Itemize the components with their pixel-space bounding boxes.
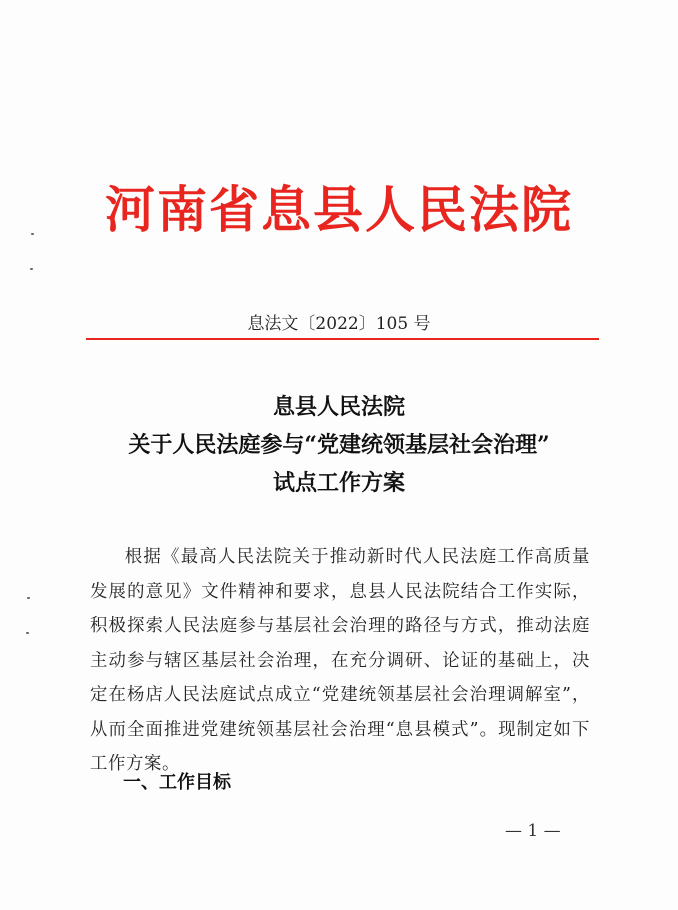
red-divider-line [86, 338, 599, 340]
document-title [0, 388, 678, 502]
scan-speck [26, 632, 29, 634]
section-heading: 一、工作目标 [123, 772, 231, 793]
body-paragraph: 根据《最高人民法院关于推动新时代人民法庭工作高质量发展的意见》文件精神和要求，息县人民法院结合工作实际，积极探索人民法庭参与基层社会治理的路径与方式，推动法庭主动参与辖区基层社会治理，在充分调研、论证的基础上，决定在杨店人民法庭试点成立“党建统领基层社会治理调解室”，从而全面推进党建统领基层社会治理“息县模式”。现制定如下工作方案。 [90, 547, 590, 774]
title-line-2: 关于人民法庭参与“党建统领基层社会治理” [128, 432, 550, 458]
document-number: 息法文〔2022〕105 号 [247, 314, 431, 334]
scan-speck [31, 233, 34, 235]
title-line-1: 息县人民法院 [272, 394, 405, 420]
scan-speck [27, 597, 30, 599]
page-number: — 1 — [505, 821, 561, 841]
issuer-header: 河南省息县人民法院 [105, 180, 573, 239]
title-line-3: 试点工作方案 [272, 470, 405, 496]
scan-speck [30, 268, 33, 270]
